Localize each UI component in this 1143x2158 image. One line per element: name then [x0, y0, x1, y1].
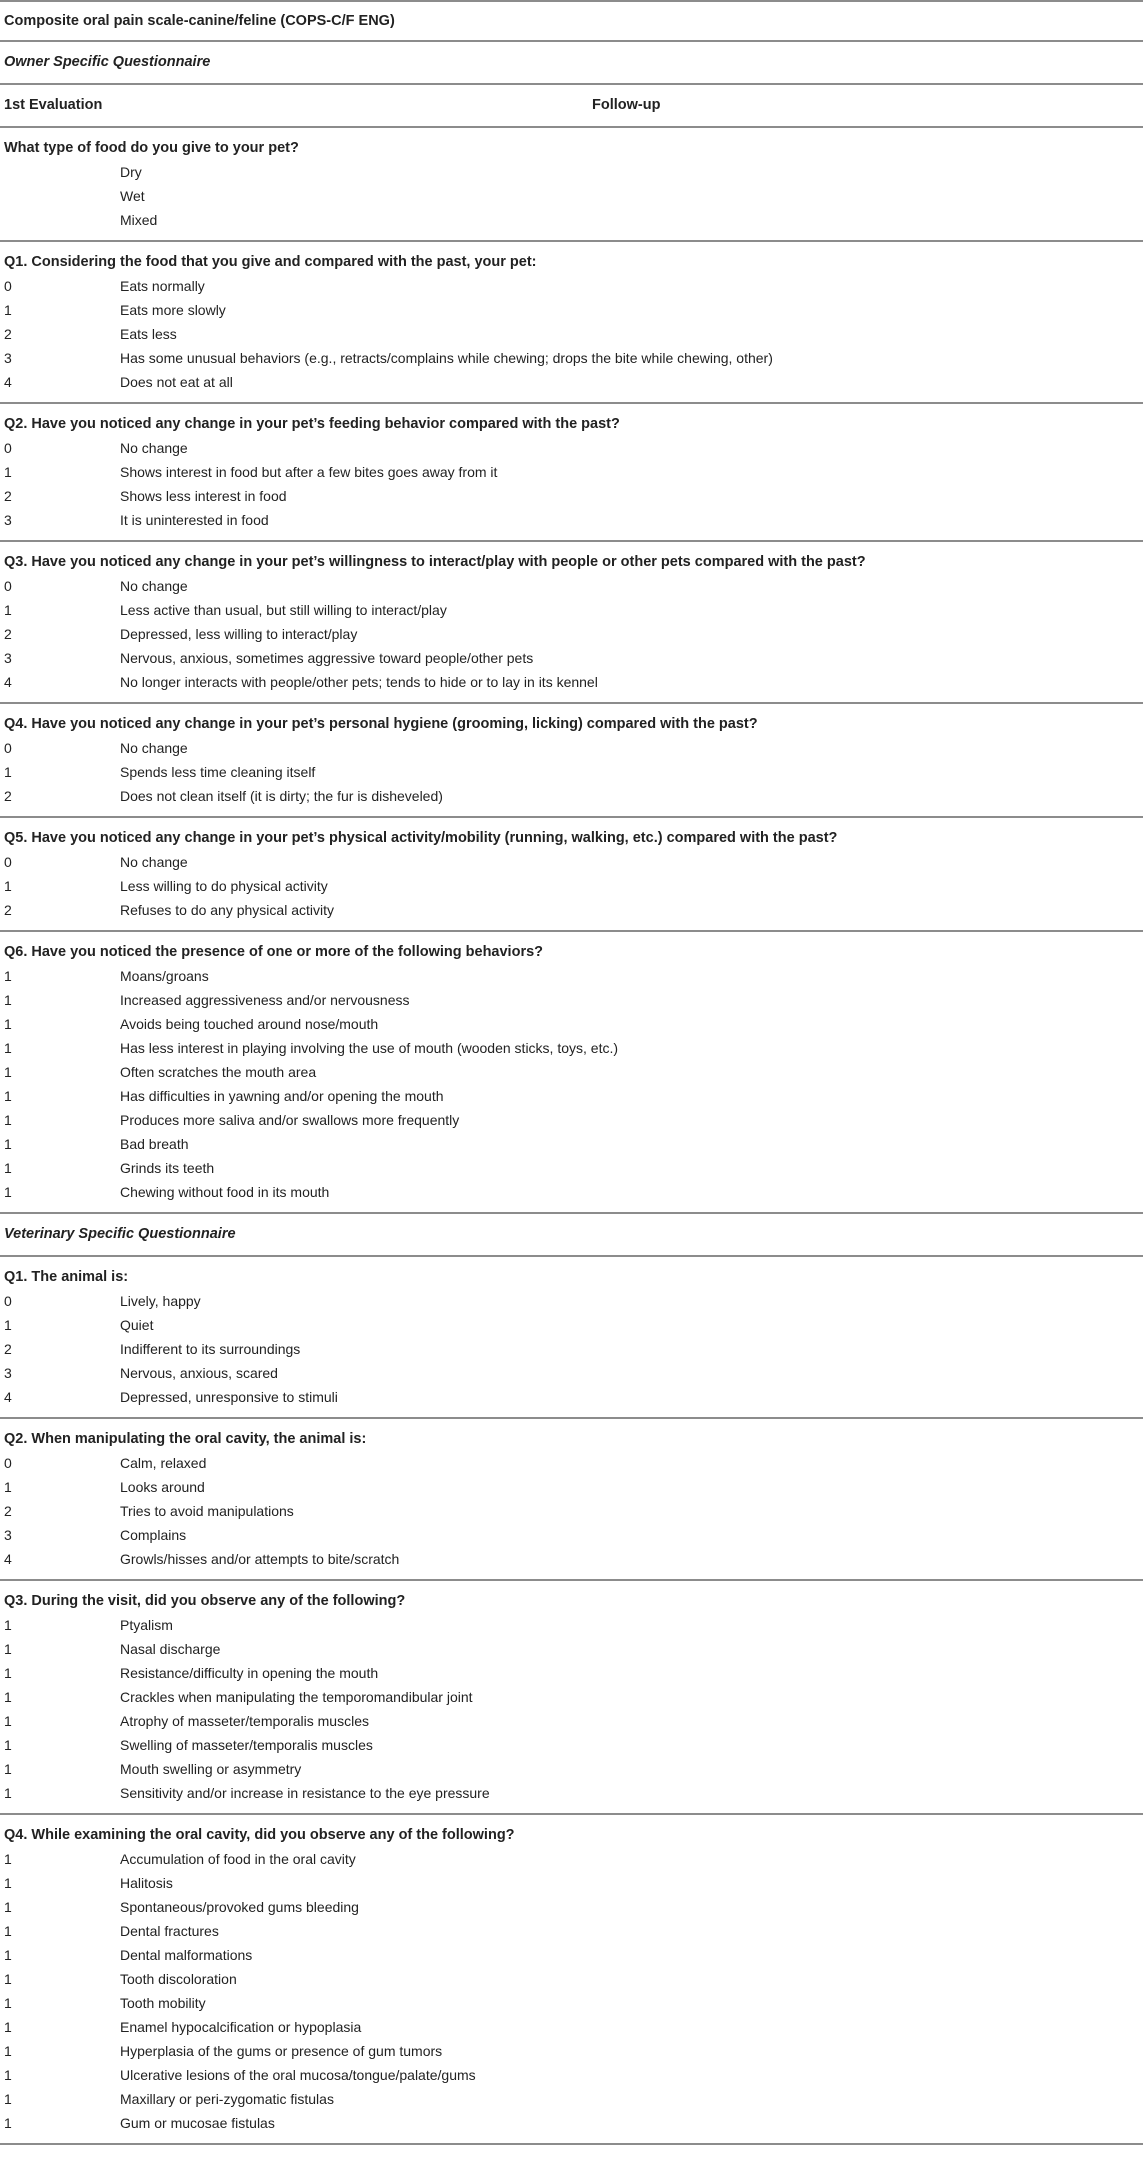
answer-text: Hyperplasia of the gums or presence of gum tumors — [120, 2043, 443, 2059]
answer-row — [0, 1156, 1143, 1180]
question-text: What type of food do you give to your pet? — [4, 140, 299, 156]
answer-row — [0, 1919, 1143, 1943]
answer-score: 1 — [4, 1160, 12, 1176]
answer-row — [0, 670, 1143, 694]
answer-score: 1 — [4, 1064, 12, 1080]
spacer — [0, 1257, 1143, 1265]
table-title: Composite oral pain scale-canine/feline (COPS-C/F ENG) — [4, 13, 395, 29]
spacer — [0, 922, 1143, 930]
answer-row — [0, 1180, 1143, 1204]
answer-row — [0, 322, 1143, 346]
answer-row — [0, 274, 1143, 298]
answer-row — [0, 160, 1143, 184]
answer-text: Has difficulties in yawning and/or opening the mouth — [120, 1088, 444, 1104]
answer-score: 0 — [4, 578, 12, 594]
answer-score: 1 — [4, 1641, 12, 1657]
answer-text: Resistance/difficulty in opening the mouth — [120, 1665, 379, 1681]
spacer — [0, 694, 1143, 702]
spacer — [0, 818, 1143, 826]
spacer — [0, 1815, 1143, 1823]
question-text: Q4. While examining the oral cavity, did you observe any of the following? — [4, 1827, 515, 1843]
answer-row — [0, 1523, 1143, 1547]
answer-row — [0, 874, 1143, 898]
answer-row — [0, 2063, 1143, 2087]
answer-text: Increased aggressiveness and/or nervousness — [120, 992, 410, 1008]
first-evaluation-label: 1st Evaluation — [4, 97, 103, 113]
answer-text: Often scratches the mouth area — [120, 1064, 317, 1080]
question-block — [0, 542, 1143, 704]
answer-row — [0, 298, 1143, 322]
answer-text: Nasal discharge — [120, 1641, 221, 1657]
answer-row — [0, 574, 1143, 598]
answer-score: 2 — [4, 1503, 12, 1519]
answer-row — [0, 988, 1143, 1012]
answer-text: Mouth swelling or asymmetry — [120, 1761, 302, 1777]
answer-row — [0, 1108, 1143, 1132]
answer-score: 2 — [4, 902, 12, 918]
answer-text: Tooth discoloration — [120, 1971, 237, 1987]
answer-row — [0, 1289, 1143, 1313]
answer-text: Ulcerative lesions of the oral mucosa/tongue/palate/gums — [120, 2067, 476, 2083]
answer-text: Depressed, less willing to interact/play — [120, 626, 358, 642]
answer-row — [0, 460, 1143, 484]
answer-score: 1 — [4, 1995, 12, 2011]
answer-row — [0, 646, 1143, 670]
divider — [0, 2143, 1143, 2145]
answer-text: Less willing to do physical activity — [120, 878, 328, 894]
question-block — [0, 818, 1143, 932]
answer-text: Tries to avoid manipulations — [120, 1503, 294, 1519]
spacer — [0, 532, 1143, 540]
answer-score: 1 — [4, 1088, 12, 1104]
answer-row — [0, 1661, 1143, 1685]
answer-text: Eats normally — [120, 278, 205, 294]
answer-text: Shows interest in food but after a few bites goes away from it — [120, 464, 498, 480]
answer-score: 3 — [4, 512, 12, 528]
question-block — [0, 704, 1143, 818]
answer-row — [0, 898, 1143, 922]
answer-text: Refuses to do any physical activity — [120, 902, 334, 918]
question-text: Q2. Have you noticed any change in your pet’s feeding behavior compared with the past? — [4, 416, 620, 432]
question-row — [0, 940, 1143, 964]
answer-text: Wet — [120, 188, 145, 204]
answer-text: Lively, happy — [120, 1293, 201, 1309]
answer-row — [0, 850, 1143, 874]
answer-score: 1 — [4, 1016, 12, 1032]
answer-row — [0, 1685, 1143, 1709]
answer-row — [0, 1361, 1143, 1385]
answer-score: 1 — [4, 764, 12, 780]
question-text: Q3. During the visit, did you observe any of the following? — [4, 1593, 406, 1609]
answer-row — [0, 346, 1143, 370]
answer-score: 1 — [4, 2043, 12, 2059]
answer-text: Chewing without food in its mouth — [120, 1184, 330, 1200]
answer-text: No longer interacts with people/other pets; tends to hide or to lay in its kennel — [120, 674, 598, 690]
answer-text: No change — [120, 440, 188, 456]
vet-section-heading: Veterinary Specific Questionnaire — [4, 1226, 236, 1242]
answer-text: Enamel hypocalcification or hypoplasia — [120, 2019, 362, 2035]
answer-text: Calm, relaxed — [120, 1455, 207, 1471]
answer-row — [0, 1943, 1143, 1967]
answer-row — [0, 1337, 1143, 1361]
answer-text: Mixed — [120, 212, 158, 228]
vet-question-blocks — [0, 1257, 1143, 2145]
spacer — [0, 932, 1143, 940]
answer-text: Eats less — [120, 326, 177, 342]
answer-score: 2 — [4, 1341, 12, 1357]
question-row — [0, 550, 1143, 574]
question-row — [0, 1589, 1143, 1613]
question-block — [0, 1581, 1143, 1815]
answer-text: No change — [120, 854, 188, 870]
answer-row — [0, 964, 1143, 988]
table-title-row — [0, 2, 1143, 40]
follow-up-label: Follow-up — [592, 97, 661, 113]
owner-question-blocks — [0, 128, 1143, 1214]
answer-text: Tooth mobility — [120, 1995, 206, 2011]
answer-score: 1 — [4, 1875, 12, 1891]
answer-row — [0, 736, 1143, 760]
answer-score: 1 — [4, 2115, 12, 2131]
answer-row — [0, 1781, 1143, 1805]
answer-score: 3 — [4, 1527, 12, 1543]
answer-text: Bad breath — [120, 1136, 189, 1152]
owner-section-heading-row — [0, 42, 1143, 83]
answer-score: 1 — [4, 1479, 12, 1495]
answer-text: Atrophy of masseter/temporalis muscles — [120, 1713, 369, 1729]
answer-text: No change — [120, 578, 188, 594]
answer-row — [0, 1385, 1143, 1409]
spacer — [0, 1204, 1143, 1212]
answer-row — [0, 484, 1143, 508]
answer-row — [0, 784, 1143, 808]
answer-score: 4 — [4, 674, 12, 690]
answer-row — [0, 1847, 1143, 1871]
answer-score: 1 — [4, 1317, 12, 1333]
question-block — [0, 932, 1143, 1214]
answer-text: Has some unusual behaviors (e.g., retracts/complains while chewing; drops the bite while chewing, other) — [120, 350, 773, 366]
answer-text: Has less interest in playing involving the use of mouth (wooden sticks, toys, etc.) — [120, 1040, 619, 1056]
answer-row — [0, 1991, 1143, 2015]
answer-text: Grinds its teeth — [120, 1160, 215, 1176]
answer-score: 1 — [4, 1689, 12, 1705]
answer-row — [0, 1451, 1143, 1475]
answer-score: 0 — [4, 740, 12, 756]
answer-score: 1 — [4, 1713, 12, 1729]
answer-score: 2 — [4, 326, 12, 342]
answer-text: Does not eat at all — [120, 374, 233, 390]
answer-text: Quiet — [120, 1317, 154, 1333]
answer-score: 0 — [4, 1455, 12, 1471]
answer-score: 0 — [4, 278, 12, 294]
answer-score: 0 — [4, 1293, 12, 1309]
question-text: Q2. When manipulating the oral cavity, the animal is: — [4, 1431, 367, 1447]
answer-score: 1 — [4, 1971, 12, 1987]
answer-row — [0, 370, 1143, 394]
question-text: Q1. Considering the food that you give and compared with the past, your pet: — [4, 254, 537, 270]
answer-row — [0, 1036, 1143, 1060]
question-text: Q1. The animal is: — [4, 1269, 129, 1285]
spacer — [0, 1581, 1143, 1589]
answer-score: 4 — [4, 1551, 12, 1567]
answer-text: Spontaneous/provoked gums bleeding — [120, 1899, 359, 1915]
answer-row — [0, 2111, 1143, 2135]
answer-score: 4 — [4, 374, 12, 390]
answer-row — [0, 1132, 1143, 1156]
answer-row — [0, 2039, 1143, 2063]
answer-text: Swelling of masseter/temporalis muscles — [120, 1737, 373, 1753]
answer-row — [0, 1313, 1143, 1337]
spacer — [0, 232, 1143, 240]
answer-text: Spends less time cleaning itself — [120, 764, 316, 780]
answer-text: Dental malformations — [120, 1947, 253, 1963]
answer-score: 3 — [4, 350, 12, 366]
answer-row — [0, 1871, 1143, 1895]
evaluation-header-row — [0, 85, 1143, 126]
answer-score: 0 — [4, 440, 12, 456]
question-row — [0, 1427, 1143, 1451]
spacer — [0, 808, 1143, 816]
answer-score: 1 — [4, 1785, 12, 1801]
question-text: Q4. Have you noticed any change in your pet’s personal hygiene (grooming, licking) compared with the past? — [4, 716, 758, 732]
answer-text: Indifferent to its surroundings — [120, 1341, 301, 1357]
answer-text: Eats more slowly — [120, 302, 226, 318]
question-row — [0, 712, 1143, 736]
answer-row — [0, 2087, 1143, 2111]
answer-row — [0, 622, 1143, 646]
spacer — [0, 128, 1143, 136]
spacer — [0, 404, 1143, 412]
answer-row — [0, 1084, 1143, 1108]
answer-row — [0, 2015, 1143, 2039]
answer-score: 1 — [4, 1617, 12, 1633]
answer-row — [0, 1012, 1143, 1036]
answer-text: It is uninterested in food — [120, 512, 269, 528]
spacer — [0, 242, 1143, 250]
question-block — [0, 242, 1143, 404]
answer-text: Sensitivity and/or increase in resistance to the eye pressure — [120, 1785, 490, 1801]
answer-row — [0, 598, 1143, 622]
answer-row — [0, 1757, 1143, 1781]
answer-score: 4 — [4, 1389, 12, 1405]
answer-score: 3 — [4, 1365, 12, 1381]
answer-score: 1 — [4, 878, 12, 894]
answer-score: 1 — [4, 1947, 12, 1963]
answer-row — [0, 1475, 1143, 1499]
spacer — [0, 704, 1143, 712]
answer-row — [0, 1499, 1143, 1523]
answer-row — [0, 760, 1143, 784]
answer-text: Depressed, unresponsive to stimuli — [120, 1389, 338, 1405]
answer-text: Complains — [120, 1527, 187, 1543]
answer-text: Does not clean itself (it is dirty; the fur is disheveled) — [120, 788, 443, 804]
answer-row — [0, 1967, 1143, 1991]
answer-row — [0, 1060, 1143, 1084]
answer-text: Less active than usual, but still willing to interact/play — [120, 602, 447, 618]
answer-score: 2 — [4, 788, 12, 804]
answer-score: 0 — [4, 854, 12, 870]
answer-score: 1 — [4, 1851, 12, 1867]
answer-score: 1 — [4, 1923, 12, 1939]
question-block — [0, 1257, 1143, 1419]
question-text: Q5. Have you noticed any change in your pet’s physical activity/mobility (running, walking, etc.) compared with the past? — [4, 830, 838, 846]
answer-score: 1 — [4, 1899, 12, 1915]
spacer — [0, 1805, 1143, 1813]
answer-score: 1 — [4, 464, 12, 480]
answer-score: 1 — [4, 1737, 12, 1753]
answer-text: Gum or mucosae fistulas — [120, 2115, 275, 2131]
answer-text: Shows less interest in food — [120, 488, 287, 504]
question-text: Q6. Have you noticed the presence of one or more of the following behaviors? — [4, 944, 544, 960]
answer-row — [0, 1547, 1143, 1571]
answer-row — [0, 208, 1143, 232]
answer-row — [0, 1637, 1143, 1661]
answer-text: Accumulation of food in the oral cavity — [120, 1851, 356, 1867]
answer-text: Maxillary or peri-zygomatic fistulas — [120, 2091, 334, 2107]
answer-score: 1 — [4, 2091, 12, 2107]
answer-text: Dental fractures — [120, 1923, 219, 1939]
answer-row — [0, 1895, 1143, 1919]
answer-text: Crackles when manipulating the temporomandibular joint — [120, 1689, 473, 1705]
answer-row — [0, 184, 1143, 208]
answer-score: 1 — [4, 1040, 12, 1056]
answer-row — [0, 1709, 1143, 1733]
answer-text: Dry — [120, 164, 142, 180]
answer-score: 1 — [4, 1665, 12, 1681]
question-row — [0, 826, 1143, 850]
spacer — [0, 2135, 1143, 2143]
answer-text: Nervous, anxious, scared — [120, 1365, 278, 1381]
spacer — [0, 542, 1143, 550]
answer-score: 1 — [4, 1136, 12, 1152]
answer-score: 1 — [4, 1112, 12, 1128]
question-block — [0, 1419, 1143, 1581]
answer-text: Produces more saliva and/or swallows more frequently — [120, 1112, 460, 1128]
answer-row — [0, 1733, 1143, 1757]
spacer — [0, 1409, 1143, 1417]
vet-section-heading-row — [0, 1214, 1143, 1255]
spacer — [0, 394, 1143, 402]
question-row — [0, 412, 1143, 436]
answer-text: No change — [120, 740, 188, 756]
question-row — [0, 1823, 1143, 1847]
answer-score: 1 — [4, 968, 12, 984]
answer-score: 1 — [4, 302, 12, 318]
owner-section-heading: Owner Specific Questionnaire — [4, 54, 211, 70]
answer-score: 3 — [4, 650, 12, 666]
answer-score: 1 — [4, 602, 12, 618]
answer-score: 1 — [4, 1184, 12, 1200]
answer-text: Growls/hisses and/or attempts to bite/scratch — [120, 1551, 400, 1567]
answer-score: 1 — [4, 1761, 12, 1777]
spacer — [0, 1571, 1143, 1579]
answer-score: 1 — [4, 992, 12, 1008]
answer-score: 1 — [4, 2019, 12, 2035]
answer-row — [0, 1613, 1143, 1637]
question-block — [0, 404, 1143, 542]
question-row — [0, 1265, 1143, 1289]
answer-score: 1 — [4, 2067, 12, 2083]
answer-text: Nervous, anxious, sometimes aggressive toward people/other pets — [120, 650, 534, 666]
question-row — [0, 136, 1143, 160]
answer-score: 2 — [4, 488, 12, 504]
answer-text: Avoids being touched around nose/mouth — [120, 1016, 379, 1032]
question-text: Q3. Have you noticed any change in your pet’s willingness to interact/play with people or other pets compared with the past? — [4, 554, 866, 570]
answer-text: Looks around — [120, 1479, 205, 1495]
answer-row — [0, 436, 1143, 460]
answer-score: 2 — [4, 626, 12, 642]
question-row — [0, 250, 1143, 274]
answer-text: Ptyalism — [120, 1617, 173, 1633]
answer-row — [0, 508, 1143, 532]
answer-text: Moans/groans — [120, 968, 209, 984]
answer-text: Halitosis — [120, 1875, 173, 1891]
spacer — [0, 1419, 1143, 1427]
question-block — [0, 128, 1143, 242]
question-block — [0, 1815, 1143, 2145]
